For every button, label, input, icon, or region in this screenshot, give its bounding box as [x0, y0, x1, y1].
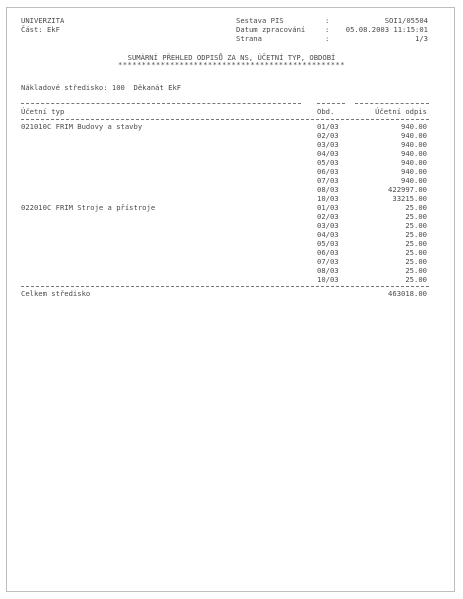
row-period: 02/03 [317, 212, 339, 221]
row-value: 940.00 [401, 158, 427, 167]
row-value: 422997.00 [388, 185, 427, 194]
row-value: 25.00 [405, 239, 427, 248]
row-period: 05/03 [317, 239, 339, 248]
row-period: 08/03 [317, 185, 339, 194]
header-values [346, 16, 428, 43]
column-header-period: Obd. [317, 107, 335, 116]
row-period: 04/03 [317, 149, 339, 158]
separator-top-value [355, 103, 429, 104]
row-value: 25.00 [405, 275, 427, 284]
cost-center: Nákladové středisko: 100 Děkanát EkF [21, 83, 182, 92]
total-label: Celkem středisko [21, 289, 91, 298]
row-value: 940.00 [401, 167, 427, 176]
processing-date: 05.08.2003 11:15:01 [345, 25, 428, 34]
date-label: Datum zpracování [236, 25, 306, 34]
part-label: Část: EkF [21, 25, 60, 34]
row-period: 07/03 [317, 176, 339, 185]
row-value: 940.00 [401, 149, 427, 158]
row-period: 01/03 [317, 122, 339, 131]
report-code: SOI1/05504 [384, 16, 428, 25]
report-title: SUMÁRNÍ PŘEHLED ODPISŮ ZA NS, ÚČETNÍ TYP, OBDOBÍ [127, 53, 336, 62]
row-period: 03/03 [317, 140, 339, 149]
row-value: 25.00 [405, 230, 427, 239]
row-period: 06/03 [317, 248, 339, 257]
row-period: 03/03 [317, 221, 339, 230]
separator-header [21, 119, 429, 120]
row-period: 06/03 [317, 167, 339, 176]
header-colons [325, 16, 329, 43]
row-value: 940.00 [401, 122, 427, 131]
row-value: 25.00 [405, 248, 427, 257]
colon-3: : [325, 34, 330, 43]
header-left [21, 16, 64, 34]
page-number: 1/3 [415, 34, 428, 43]
column-header-value: Účetní odpis [375, 107, 427, 116]
row-value: 25.00 [405, 203, 427, 212]
row-period: 08/03 [317, 266, 339, 275]
group-name: 022010C FRIM Stroje a přístroje [21, 203, 156, 212]
separator-top-type [21, 103, 301, 104]
row-period: 10/03 [317, 275, 339, 284]
report-page [6, 7, 455, 592]
total-value: 463018.00 [388, 289, 427, 298]
page-label: Strana [236, 34, 262, 43]
row-period: 01/03 [317, 203, 339, 212]
row-period: 04/03 [317, 230, 339, 239]
row-period: 10/03 [317, 194, 339, 203]
row-value: 25.00 [405, 266, 427, 275]
colon-2: : [325, 25, 330, 34]
report-label: Sestava PIS [236, 16, 284, 25]
row-value: 25.00 [405, 257, 427, 266]
separator-total [21, 286, 429, 287]
row-value: 25.00 [405, 221, 427, 230]
row-value: 940.00 [401, 176, 427, 185]
group-name: 021010C FRIM Budovy a stavby [21, 122, 143, 131]
row-value: 940.00 [401, 140, 427, 149]
row-value: 25.00 [405, 212, 427, 221]
row-value: 940.00 [401, 131, 427, 140]
separator-top-period [317, 103, 345, 104]
title-underline: ************************************************ [118, 60, 345, 69]
header-labels [236, 16, 305, 43]
column-header-type: Účetní typ [21, 107, 65, 116]
org-name: UNIVERZITA [21, 16, 65, 25]
row-period: 07/03 [317, 257, 339, 266]
row-period: 02/03 [317, 131, 339, 140]
row-period: 05/03 [317, 158, 339, 167]
row-value: 33215.00 [392, 194, 427, 203]
colon-1: : [325, 16, 330, 25]
